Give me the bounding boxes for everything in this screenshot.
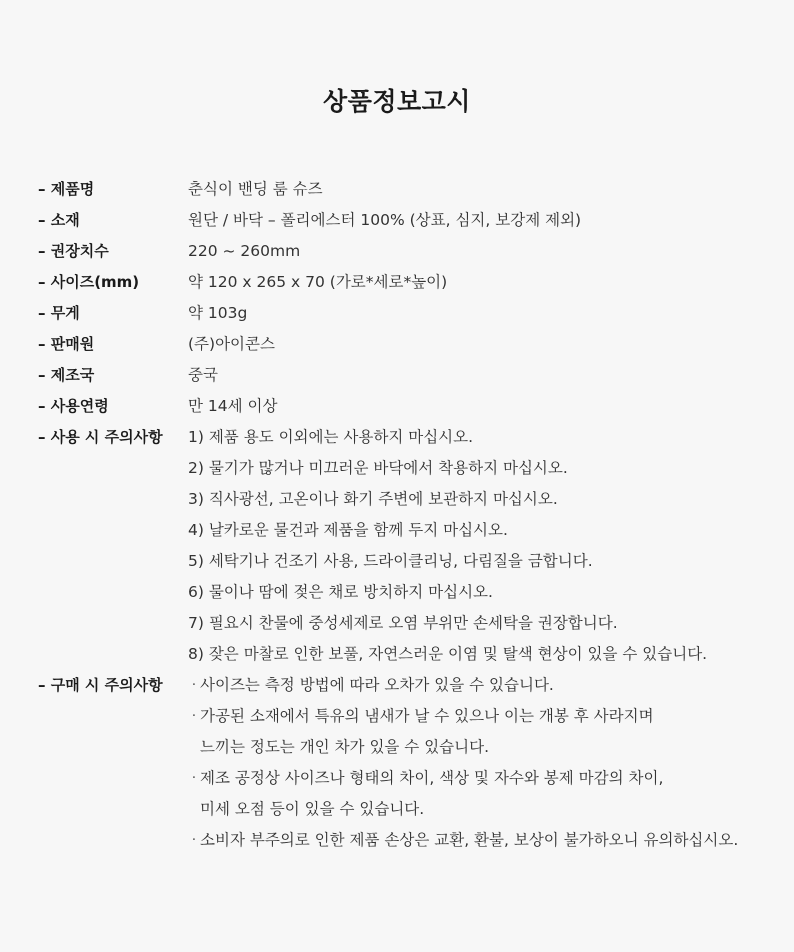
bullet-dot: ·: [191, 833, 197, 848]
spec-row-product-name: [38, 174, 778, 205]
list-item: 2) 물기가 많거나 미끄러운 바닥에서 착용하지 마십시오.: [188, 459, 568, 477]
spec-value: 만 14세 이상: [188, 397, 278, 415]
list-item-text: 사이즈는 측정 방법에 따라 오차가 있을 수 있습니다.: [200, 676, 554, 694]
spec-row-usage-cautions: [38, 422, 778, 670]
spec-label: – 제조국: [38, 366, 95, 384]
list-item: [188, 825, 738, 856]
bullet-dot: ·: [191, 771, 197, 786]
list-item-text: 가공된 소재에서 특유의 냄새가 날 수 있으나 이는 개봉 후 사라지며: [200, 707, 654, 725]
spec-label: – 소재: [38, 211, 80, 229]
spec-value: 220 ~ 260mm: [188, 242, 301, 260]
list-item: 5) 세탁기나 건조기 사용, 드라이클리닝, 다림질을 금합니다.: [188, 552, 593, 570]
usage-caution-list: [188, 422, 707, 670]
list-item: 7) 필요시 찬물에 중성세제로 오염 부위만 손세탁을 권장합니다.: [188, 614, 618, 632]
spec-label: – 권장치수: [38, 242, 109, 260]
spec-value: (주)아이콘스: [188, 335, 275, 353]
list-item: 3) 직사광선, 고온이나 화기 주변에 보관하지 마십시오.: [188, 490, 558, 508]
spec-value: 약 120 x 265 x 70 (가로*세로*높이): [188, 273, 448, 291]
spec-label: – 제품명: [38, 180, 95, 198]
spec-label: – 무게: [38, 304, 80, 322]
spec-row-recommended-size: [38, 236, 778, 267]
list-item: [188, 670, 738, 701]
spec-row-age: [38, 391, 778, 422]
spec-value: 춘식이 밴딩 룸 슈즈: [188, 180, 323, 198]
bullet-dot: ·: [191, 709, 197, 724]
spec-value: 원단 / 바닥 – 폴리에스터 100% (상표, 심지, 보강제 제외): [188, 211, 582, 229]
list-item-text: 미세 오점 등이 있을 수 있습니다.: [200, 800, 425, 818]
list-item: 4) 날카로운 물건과 제품을 함께 두지 마십시오.: [188, 521, 508, 539]
spec-value: 약 103g: [188, 304, 248, 322]
list-item: [188, 701, 738, 763]
spec-label: – 구매 시 주의사항: [38, 676, 163, 694]
spec-row-dimensions: [38, 267, 778, 298]
list-item: [188, 763, 738, 825]
spec-list: [38, 174, 778, 856]
spec-row-country: [38, 360, 778, 391]
spec-row-purchase-cautions: [38, 670, 778, 856]
spec-row-material: [38, 205, 778, 236]
bullet-dot: ·: [191, 678, 197, 693]
page-title: 상품정보고시: [323, 87, 471, 116]
list-item: 8) 잦은 마찰로 인한 보풀, 자연스러운 이염 및 탈색 현상이 있을 수 있습니다.: [188, 645, 708, 663]
spec-row-weight: [38, 298, 778, 329]
list-item: 1) 제품 용도 이외에는 사용하지 마십시오.: [188, 428, 474, 446]
purchase-caution-list: [188, 670, 738, 856]
spec-label: – 사이즈(mm): [38, 273, 140, 291]
spec-label: – 사용 시 주의사항: [38, 428, 163, 446]
spec-label: – 판매원: [38, 335, 95, 353]
spec-row-seller: [38, 329, 778, 360]
list-item: 6) 물이나 땀에 젖은 채로 방치하지 마십시오.: [188, 583, 493, 601]
spec-value: 중국: [188, 366, 218, 384]
spec-label: – 사용연령: [38, 397, 109, 415]
list-item-text: 제조 공정상 사이즈나 형태의 차이, 색상 및 자수와 봉제 마감의 차이,: [200, 769, 664, 787]
list-item-text: 느끼는 정도는 개인 차가 있을 수 있습니다.: [200, 738, 490, 756]
list-item-text: 소비자 부주의로 인한 제품 손상은 교환, 환불, 보상이 불가하오니 유의하십시오.: [200, 831, 739, 849]
